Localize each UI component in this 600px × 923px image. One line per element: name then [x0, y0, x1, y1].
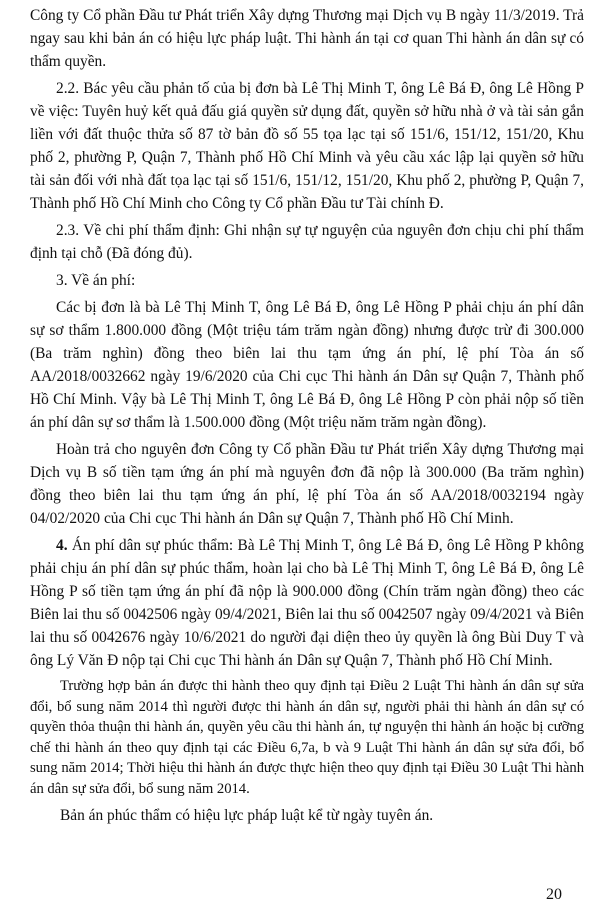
paragraph-section-3-refund: Hoàn trả cho nguyên đơn Công ty Cổ phần Đầu tư Phát triển Xây dựng Thương mại Dịch vụ B số tiền tạm ứng án phí mà nguyên đơn đã nộp là 300.000 (Ba trăm nghìn) đồng theo biên lai thu tạm ứng án phí, lệ phí Tòa án số AA/2018/0032194 ngày 04/02/2020 của Chi cục Thi hành án Dân sự Quận 7, Thành phố Hồ Chí Minh.	[30, 441, 584, 527]
paragraph-section-2-2: 2.2. Bác yêu cầu phản tố của bị đơn bà Lê Thị Minh T, ông Lê Bá Đ, ông Lê Hồng P về việc: Tuyên huỷ kết quả đấu giá quyền sử dụng đất, quyền sở hữu nhà ở và tài sản gắn liền với đất thuộc thửa số 87 tờ bản đồ số 55 tọa lạc tại số 151/6, 151/12, 151/20, Khu phố 2, phường P, Quận 7, Thành phố Hồ Chí Minh và yêu cầu xác lập lại quyền sở hữu tài sản đối với nhà đất tọa lạc tại số 151/6, 151/12, 151/20, Khu phố 2, phường P, Quận 7, Thành phố Hồ Chí Minh cho Công ty Cổ phần Đầu tư Tài chính Đ.	[30, 80, 584, 212]
paragraph-section-2-3: 2.3. Về chi phí thẩm định: Ghi nhận sự tự nguyện của nguyên đơn chịu chi phí thẩm định tại chỗ (Đã đóng đủ).	[30, 222, 584, 262]
paragraph-effective-note: Bản án phúc thẩm có hiệu lực pháp luật kể từ ngày tuyên án.	[60, 806, 434, 824]
paragraph-section-3-court-fee: Các bị đơn là bà Lê Thị Minh T, ông Lê Bá Đ, ông Lê Hồng P phải chịu án phí dân sự sơ thẩm 1.800.000 đồng (Một triệu tám trăm ngàn đồng) nhưng được trừ đi 300.000 (Ba trăm nghìn) đồng theo biên lai thu tạm ứng án phí, lệ phí Tòa án số AA/2018/0032662 ngày 19/6/2020 của Chi cục Thi hành án Dân sự Quận 7, Thành phố Hồ Chí Minh. Vậy bà Lê Thị Minh T, ông Lê Bá Đ, ông Lê Hồng P còn phải nộp số tiền án phí dân sự sơ thẩm là 1.500.000 đồng (Một triệu năm trăm ngàn đồng).	[30, 299, 584, 431]
section-4-number: 4.	[56, 537, 68, 554]
document-body	[30, 4, 584, 827]
paragraph-section-4	[30, 534, 584, 672]
page-number: 20	[546, 886, 562, 903]
paragraph-enforcement-note: Trường hợp bản án được thi hành theo quy định tại Điều 2 Luật Thi hành án dân sự sửa đổi, bổ sung năm 2014 thì người được thi hành án dân sự, người phải thi hành án dân sự có quyền thỏa thuận thi hành án, quyền yêu cầu thi hành án, tự nguyện thi hành án hoặc bị cưỡng chế thi hành án theo quy định tại các Điều 6,7a, b và 9 Luật Thi hành án dân sự sửa đổi, bổ sung năm 2014; Thời hiệu thi hành án được thực hiện theo quy định tại Điều 30 Luật Thi hành án dân sự sửa đổi, bổ sung năm 2014.	[30, 678, 584, 797]
paragraph-section-3-heading: 3. Về án phí:	[56, 272, 136, 289]
paragraph-intro-continued: Công ty Cổ phần Đầu tư Phát triển Xây dựng Thương mại Dịch vụ B ngày 11/3/2019. Trả ngay sau khi bản án có hiệu lực pháp luật. Thi hành án tại cơ quan Thi hành án dân sự có thẩm quyền.	[30, 7, 584, 70]
section-4-text: Án phí dân sự phúc thẩm: Bà Lê Thị Minh T, ông Lê Bá Đ, ông Lê Hồng P không phải chịu án phí dân sự phúc thẩm, hoàn lại cho bà Lê Thị Minh T, ông Lê Bá Đ, ông Lê Hồng P số tiền tạm ứng án phí đã nộp là 900.000 đồng (Chín trăm ngàn đồng) theo các Biên lai thu số 0042506 ngày 09/4/2021, Biên lai thu số 0042507 ngày 09/4/2021 và Biên lai thu số 0042676 ngày 10/6/2021 do người đại diện theo ủy quyền là ông Bùi Duy T và ông Lý Văn Đ nộp tại Chi cục Thi hành án Dân sự Quận 7, Thành phố Hồ Chí Minh.	[30, 537, 584, 669]
